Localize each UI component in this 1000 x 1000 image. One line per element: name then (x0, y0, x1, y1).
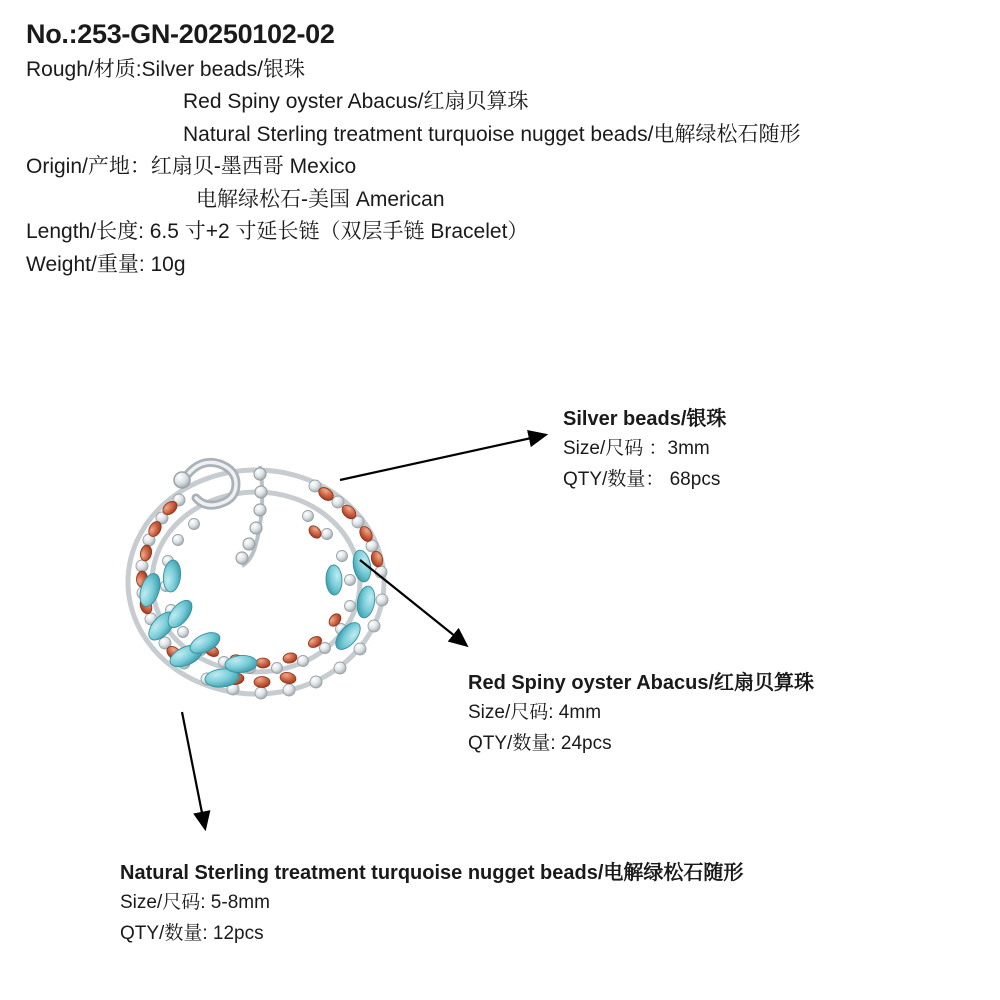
spec-line-origin-turquoise: 电解绿松石-美国 American (196, 187, 445, 211)
callout-redspiny-size: Size/尺码: 4mm (468, 702, 602, 723)
callout-silver-title: Silver beads/银珠 (563, 408, 727, 430)
spec-line-material: Rough/材质:Silver beads/银珠 (26, 57, 305, 81)
callout-silver-size: Size/尺码 ：3mm (563, 438, 710, 459)
product-spec-block (26, 18, 986, 282)
callout-turquoise-title: Natural Sterling treatment turquoise nugget beads/电解绿松石随形 (120, 862, 744, 884)
product-number: No.:253-GN-20250102-02 (26, 19, 335, 49)
callout-red-spiny-oyster (468, 668, 814, 760)
extension-chain (236, 466, 267, 566)
spec-line-redspiny: Red Spiny oyster Abacus/红扇贝算珠 (183, 90, 529, 114)
spec-line-weight: Weight/重量: 10g (26, 253, 186, 277)
callout-redspiny-title: Red Spiny oyster Abacus/红扇贝算珠 (468, 672, 814, 694)
callout-redspiny-qty: QTY/数量: 24pcs (468, 732, 612, 754)
callout-silver-beads (563, 404, 726, 496)
callout-silver-qty: QTY/数量： 68pcs (563, 468, 721, 490)
spec-line-length: Length/长度: 6.5 寸+2 寸延长链（双层手链 Bracelet） (26, 220, 529, 244)
callout-turquoise-qty: QTY/数量: 12pcs (120, 922, 264, 944)
spec-line-origin: Origin/产地：红扇贝-墨西哥 Mexico (26, 155, 357, 179)
bracelet-product-image (110, 430, 430, 730)
spec-line-turquoise: Natural Sterling treatment turquoise nugget beads/电解绿松石随形 (183, 122, 801, 146)
callout-turquoise-nugget (120, 858, 743, 950)
callout-turquoise-size: Size/尺码: 5-8mm (120, 892, 270, 913)
